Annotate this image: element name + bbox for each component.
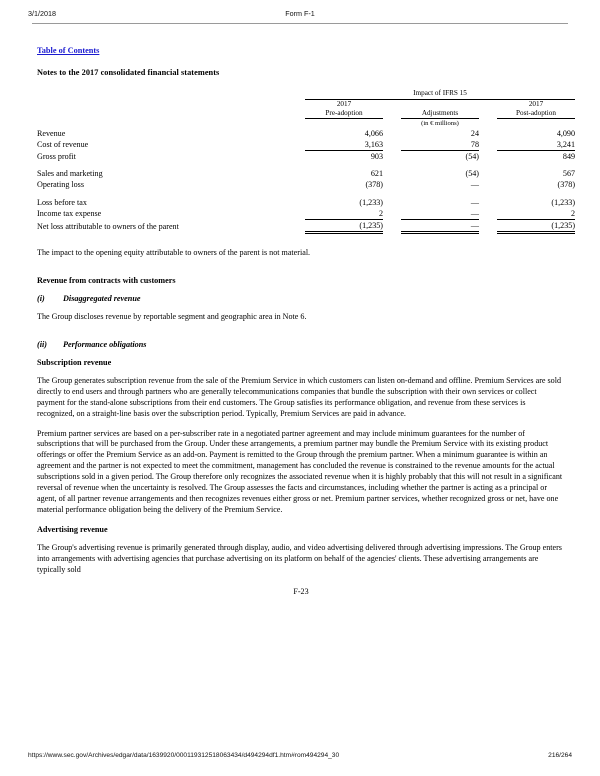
col-header-pre-adoption: Pre-adoption <box>305 109 383 119</box>
table-cell: 24 <box>470 128 479 138</box>
col-header-adjustments: Adjustments <box>401 109 479 119</box>
table-cell: (378) <box>557 180 576 190</box>
paragraph-opening-equity-impact: The impact to the opening equity attributable to owners of the parent is not material. <box>37 248 311 258</box>
table-row-label: Income tax expense <box>37 209 102 219</box>
header-divider <box>32 23 568 24</box>
table-cell-gap <box>383 139 401 151</box>
table-cell: (54) <box>465 151 479 161</box>
document-content <box>37 40 576 596</box>
table-row-label: Sales and marketing <box>37 169 103 179</box>
table-cell: — <box>401 208 479 220</box>
subsection-ii <box>37 340 565 349</box>
table-row <box>37 139 575 151</box>
table-row <box>37 168 575 179</box>
document-page-number: F-23 <box>293 586 309 596</box>
table-units-label: (in € millions) <box>421 119 459 127</box>
table-cell-gap <box>479 179 497 190</box>
table-cell: (54) <box>465 169 479 179</box>
table-body <box>37 128 575 233</box>
table-cell-gap <box>479 128 497 139</box>
table-cell-gap <box>383 150 401 162</box>
ifrs15-impact-table <box>37 89 575 234</box>
table-of-contents-link[interactable]: Table of Contents <box>37 46 100 55</box>
table-cell: (1,233) <box>551 197 576 207</box>
table-group-header-row <box>37 89 575 99</box>
table-cell: 903 <box>370 151 383 161</box>
col-header-post-adoption: Post-adoption <box>497 109 575 119</box>
table-cell-gap <box>383 219 401 232</box>
table-row <box>37 128 575 139</box>
col-header-post-adoption-year: 2017 <box>528 99 544 108</box>
table-cell: (378) <box>365 180 383 190</box>
table-group-header: Impact of IFRS 15 <box>305 89 575 99</box>
table-cell: 78 <box>401 139 479 151</box>
table-cell-gap <box>479 168 497 179</box>
table-row <box>37 208 575 220</box>
table-row-label: Gross profit <box>37 151 76 161</box>
table-row <box>37 197 575 208</box>
col-header-pre-adoption-year: 2017 <box>336 99 352 108</box>
table-cell: — <box>470 180 479 190</box>
table-cell-gap <box>479 197 497 208</box>
browser-print-footer <box>28 752 572 764</box>
table-row-label: Revenue <box>37 128 66 138</box>
print-doc-title: Form F-1 <box>285 9 315 18</box>
table-row-label: Loss before tax <box>37 197 87 207</box>
table-row-label: Net loss attributable to owners of the parent <box>37 222 179 232</box>
table-cell-gap <box>383 128 401 139</box>
table-cell: (1,233) <box>359 197 383 207</box>
table-cell-gap <box>479 219 497 232</box>
paragraph-premium-partner-services: Premium partner services are based on a per-subscriber rate in a negotiated partner agreement and may include minimum guarantees for the number of subscriptions that will be purchased from the Group. Under these arrangements, a premium partner may bundle the Premium Service with its existing product offerings or offer the Premium Service as an add-on. Payment is remitted to the Group through the premium partner. When a minimum guarantee is within an agreement and the partner is not expected to meet the commitment, management has concluded the revenue is constrained to the revenue amounts for the actual subscriptions sold in a given period. The Group therefore only recognizes the associated revenue when it is highly probably that this will not result in a significant reversal of revenue when the uncertainty is resolved. The Group assesses the facts and circumstances, including whether the partner is acting as a principal or agent, of all partner revenue arrangements and then recognizes revenues either gross or net. Premium partner services, whether recognized gross or net, have one material performance obligation being the delivery of the Premium Service. <box>37 428 563 514</box>
browser-print-header <box>28 9 572 21</box>
paragraph-disaggregated-revenue: The Group discloses revenue by reportable segment and geographic area in Note 6. <box>37 312 307 322</box>
table-cell-gap <box>383 208 401 220</box>
heading-subscription-revenue: Subscription revenue <box>37 357 112 367</box>
table-cell: 849 <box>562 151 576 161</box>
print-date: 3/1/2018 <box>28 9 56 18</box>
table-cell: (1,235) <box>497 219 575 232</box>
table-cell: (1,235) <box>305 219 383 232</box>
subsection-ii-title: Performance obligations <box>63 339 147 349</box>
table-cell-gap <box>383 168 401 179</box>
table-cell-gap <box>383 179 401 190</box>
subsection-i-title: Disaggregated revenue <box>63 294 141 304</box>
subsection-ii-numeral: (ii) <box>37 339 48 349</box>
page-title: Notes to the 2017 consolidated financial statements <box>37 68 220 77</box>
table-cell: 4,090 <box>556 128 576 138</box>
table-cell: 2 <box>497 208 575 220</box>
source-url: https://www.sec.gov/Archives/edgar/data/1639920/000119312518063434/d494294df1.htm#rom494294_30 <box>28 752 340 759</box>
page-counter: 216/264 <box>548 752 572 759</box>
heading-advertising-revenue: Advertising revenue <box>37 524 108 534</box>
table-cell-gap <box>479 139 497 151</box>
table-row-label: Operating loss <box>37 180 84 190</box>
table-cell-gap <box>383 197 401 208</box>
table-cell: 621 <box>370 169 383 179</box>
table-row <box>37 179 575 190</box>
table-cell-gap <box>479 208 497 220</box>
table-cell: 3,163 <box>305 139 383 151</box>
paragraph-subscription-revenue: The Group generates subscription revenue from the sale of the Premium Service in which customers can listen on-demand and offline. Premium Services are sold directly to end users and through partners who are generally telecommunications companies that bundle the subscription with their own services or collect payment for the stand-alone subscriptions from their end customers. The Group satisfies its performance obligation, and revenue from these services is recognized, on a straight-line basis over the subscription period. Typically, Premium Services are paid in advance. <box>37 375 561 418</box>
table-cell-gap <box>479 150 497 162</box>
table-column-header-row-1 <box>37 99 575 109</box>
table-row <box>37 150 575 162</box>
table-cell: 2 <box>305 208 383 220</box>
paragraph-advertising-revenue: The Group's advertising revenue is primarily generated through display, audio, and video advertising delivered through advertising impressions. The Group enters into arrangements with advertising agencies that purchase advertising on its platform on behalf of the agencies' clients. These advertising arrangements are typically sold <box>37 542 562 574</box>
subsection-i <box>37 294 565 303</box>
table-units-row <box>37 118 575 128</box>
table-column-header-row-2 <box>37 109 575 119</box>
table-head <box>37 89 575 128</box>
table-row <box>37 219 575 232</box>
heading-revenue-from-contracts: Revenue from contracts with customers <box>37 276 176 286</box>
table-cell: — <box>401 219 479 232</box>
table-cell: 3,241 <box>497 139 575 151</box>
table-row-label: Cost of revenue <box>37 140 89 150</box>
subsection-i-numeral: (i) <box>37 294 45 304</box>
col-header-adjustments-year <box>401 99 479 109</box>
table-cell: — <box>470 197 479 207</box>
table-cell: 4,066 <box>364 128 383 138</box>
table-cell: 567 <box>562 169 576 179</box>
